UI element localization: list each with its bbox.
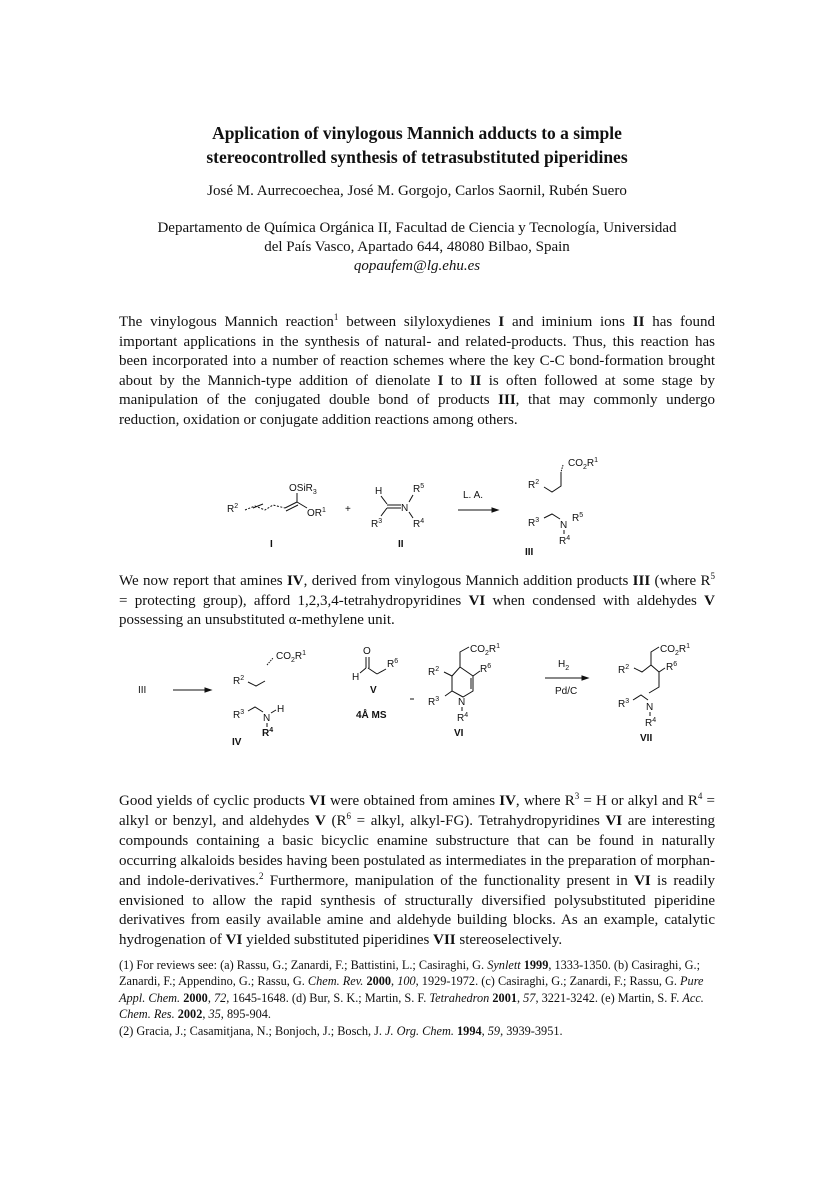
arrow-reagent: $H_2$ [558, 659, 570, 672]
chain [248, 681, 265, 686]
compound-label: VI [454, 728, 464, 739]
text: , 1929-1972. (c) Casiraghi, G.; Zanardi, F.; Rassu, G. [415, 974, 681, 989]
chain [544, 514, 560, 519]
affiliation [110, 219, 724, 276]
volume: 100 [397, 974, 416, 989]
text: We now report that amines [119, 573, 287, 589]
bond [473, 671, 480, 676]
plus-sign: + [345, 504, 351, 515]
r4-label: $R^4$ [262, 727, 274, 739]
text: , [481, 1023, 488, 1038]
text: = alkyl or benzyl, and aldehydes [119, 793, 716, 829]
co2r-label: $CO_2R^1$ [470, 643, 501, 657]
text: possessing an unsubstituted α-methylene unit. [119, 612, 395, 629]
reference-2 [119, 1023, 719, 1039]
compound-label: III [525, 547, 534, 558]
superscript: 4 [697, 791, 703, 801]
compound-ref: VI [634, 872, 651, 889]
r2-label: $R^2$ [233, 675, 245, 687]
compound-ref: VI [605, 812, 623, 829]
text: when condensed with aldehydes [485, 592, 705, 609]
bond [381, 496, 387, 504]
r3-label: $R^3$ [528, 517, 540, 529]
r4-label: $R^4$ [457, 712, 469, 724]
volume: 59 [487, 1023, 501, 1038]
affiliation-line-2: del País Vasco, Apartado 644, 48080 Bilbao, Spain [264, 239, 570, 255]
compound-ref: VI [225, 932, 243, 949]
n-label: N [458, 697, 466, 708]
text: (R [325, 812, 347, 829]
chain [544, 472, 561, 492]
h-label: H [375, 486, 383, 497]
text: , [391, 974, 398, 989]
text: (2) Gracia, J.; Casamitjana, N.; Bonjoch, J.; Bosch, J. [119, 1023, 386, 1038]
r2-label: $R^2$ [227, 503, 239, 515]
compound-label: I [270, 539, 273, 550]
r4-label: $R^4$ [559, 535, 571, 547]
reaction-scheme-2 [130, 635, 730, 775]
year: 2002 [177, 1007, 203, 1022]
title-line-1: Application of vinylogous Mannich adducts to a simple [212, 123, 622, 143]
r6-label: $R^6$ [480, 663, 492, 675]
chain [460, 647, 469, 667]
osir-label: OSiR$_3$ [289, 483, 317, 496]
footnote-ref-2[interactable]: 2 [259, 870, 264, 881]
volume: 57 [523, 990, 536, 1005]
co2r-label: $CO_2R^1$ [568, 457, 599, 471]
h-label: H [277, 704, 285, 715]
r2-label: $R^2$ [528, 479, 540, 491]
chain [633, 695, 648, 700]
co2r-label: $CO_2R^1$ [276, 650, 307, 664]
arrow-head [492, 508, 498, 512]
text: , [202, 1007, 209, 1022]
chain [634, 665, 651, 672]
text: were obtained from amines [325, 793, 500, 809]
text: , 3221-3242. (e) Martin, S. F. [535, 990, 683, 1005]
compound-ref: V [704, 592, 715, 609]
compound-VII [618, 643, 690, 744]
paper-title [0, 121, 834, 169]
r3-label: $R^3$ [428, 696, 440, 708]
author-list: José M. Aurrecoechea, José M. Gorgojo, Carlos Saornil, Rubén Suero [207, 183, 627, 199]
reference-1 [119, 957, 719, 1023]
r3-label: $R^3$ [618, 698, 630, 710]
compound-ref: III [498, 392, 516, 409]
n-label: N [560, 520, 568, 531]
footnote-ref-1[interactable]: 1 [333, 312, 339, 322]
r2-label: $R^2$ [428, 666, 440, 678]
text: and iminium ions [504, 314, 633, 330]
compound-ref: II [469, 372, 482, 389]
r2-label: $R^2$ [618, 664, 630, 676]
compound-ref: I [437, 372, 444, 389]
text: Furthermore, manipulation of the functionality present in [263, 872, 635, 889]
conditions-label: 4Å MS [356, 710, 387, 721]
bond [285, 502, 297, 508]
bond [377, 669, 386, 674]
bond [368, 668, 377, 674]
r4-label: $R^4$ [645, 717, 657, 729]
reaction-scheme-1 [215, 450, 615, 560]
r5-label: $R^5$ [413, 483, 425, 495]
arrow-catalyst: Pd/C [555, 686, 578, 697]
wavy-bond [267, 658, 273, 665]
paragraph-results [119, 792, 715, 951]
compound-II [371, 483, 424, 550]
compound-label: IV [232, 737, 242, 748]
compound-ref: VI [309, 793, 326, 809]
n-label: N [263, 713, 271, 724]
text: to [443, 372, 470, 389]
journal: Acc. Chem. Res. [119, 990, 704, 1022]
text: (where R [650, 573, 711, 589]
r5-label: $R^5$ [572, 512, 584, 524]
title-line-2: stereocontrolled synthesis of tetrasubstituted piperidines [206, 147, 628, 167]
text: yielded substituted piperidines [242, 932, 434, 949]
year: 2001 [492, 990, 517, 1005]
year: 2000 [183, 990, 208, 1005]
chain [248, 707, 263, 712]
r3-label: $R^3$ [371, 518, 383, 530]
superscript: 6 [346, 810, 352, 821]
author-email[interactable]: qopaufem@lg.ehu.es [353, 258, 481, 274]
text: , 1645-1648. (d) Bur, S. K.; Martin, S. F. [226, 990, 430, 1005]
chain [651, 665, 665, 672]
r6-label: $R^6$ [387, 658, 399, 670]
n-label: N [401, 503, 409, 514]
text: , that may commonly undergo reduction, oxidation or conjugate addition reactions among others. [119, 392, 715, 428]
text: stereoselectively. [455, 932, 563, 949]
first-arrow [173, 688, 211, 692]
paragraph-report [119, 572, 715, 631]
compound-IV [232, 650, 306, 748]
bond [360, 668, 366, 673]
compound-ref: II [632, 314, 645, 330]
compound-ref: III [632, 573, 651, 589]
ring [452, 667, 473, 697]
journal: Chem. Rev. [307, 974, 364, 989]
text: = H or alkyl and R [579, 793, 698, 809]
text: , [207, 990, 214, 1005]
paragraph-intro [119, 313, 715, 431]
compound-I [227, 483, 326, 550]
bond [445, 691, 452, 696]
co2r-label: $CO_2R^1$ [660, 643, 691, 657]
affiliation-line-1: Departamento de Química Orgánica II, Facultad de Ciencia y Tecnología, Universidad [157, 220, 677, 236]
compound-ref: I [498, 314, 505, 330]
compound-ref: VII [433, 932, 456, 949]
chain [649, 672, 659, 693]
wavy-bond [561, 465, 563, 472]
volume: 72 [213, 990, 227, 1005]
text: has found important applications in the synthesis of natural- and related-products. Thus, this reaction has been incorporated into a number of reaction schemes where the key C-C bond-formation brought about by the Mannich-type addition of dienolate [119, 314, 715, 389]
arrow-condition: L. A. [463, 490, 484, 501]
compound-label: V [370, 685, 377, 696]
double-bond [286, 505, 298, 511]
year: 1994 [457, 1023, 482, 1038]
r6-label: $R^6$ [666, 661, 678, 673]
arrow-head [582, 676, 588, 680]
reaction-arrow [458, 490, 498, 512]
diene-chain [245, 505, 285, 510]
journal: Pure Appl. Chem. [119, 974, 704, 1005]
bond [409, 512, 413, 518]
text: , 895-904. [220, 1007, 272, 1022]
references [119, 957, 719, 1039]
text: = alkyl, alkyl-FG). Tetrahydropyridines [351, 812, 606, 829]
bond [297, 502, 307, 508]
compound-label: II [398, 539, 404, 550]
compound-ref: IV [499, 793, 516, 809]
text: , [516, 990, 524, 1005]
text: between silyloxydienes [338, 314, 499, 330]
or-label: $OR^1$ [307, 507, 326, 519]
bond [409, 495, 413, 502]
text: , 1333-1350. (b) Casiraghi, G.; Zanardi, F.; Appendino, G.; Rassu, G. [119, 958, 700, 989]
r4-label: $R^4$ [413, 518, 425, 530]
arrow-head [205, 688, 211, 692]
bond [381, 508, 387, 516]
text: Good yields of cyclic products [119, 793, 310, 809]
compound-ref: VI [468, 592, 486, 609]
compound-V [352, 646, 414, 721]
journal: Tetrahedron [429, 990, 490, 1005]
compound-ref: IV [286, 573, 304, 589]
text: is readily envisioned to allow the rapid synthesis of structurally diversified polysubstituted piperidine derivatives from easily available amine and aldehyde building blocks. As an example, catalytic hydrogenation of [119, 872, 715, 949]
start-compound-label: III [138, 685, 147, 696]
compound-label: VII [640, 733, 653, 744]
text: are interesting compounds containing a basic bicyclic enamine substructure that can be found in naturally occurring alkaloids besides having been postulated as intermediates in the preparation of morphan- and indole-derivatives. [119, 812, 716, 889]
compound-ref: V [315, 812, 326, 829]
text: The vinylogous Mannich reaction [119, 314, 334, 330]
hydrogenation-arrow [545, 659, 588, 697]
volume: 35 [208, 1007, 221, 1022]
text: , where R [515, 793, 575, 809]
text: , 3939-3951. [500, 1023, 563, 1038]
n-label: N [646, 702, 654, 713]
chain [651, 647, 659, 665]
compound-III [525, 457, 598, 558]
compound-VI [428, 643, 500, 739]
superscript: 5 [710, 571, 716, 581]
bond [271, 710, 276, 713]
text: is often followed at some stage by manipulation of the conjugated double bond of products [119, 372, 715, 409]
year: 1999 [523, 958, 549, 972]
text: (1) For reviews see: (a) Rassu, G.; Zanardi, F.; Battistini, L.; Casiraghi, G. [119, 958, 488, 972]
superscript: 3 [574, 791, 580, 801]
text: = protecting group), afford 1,2,3,4-tetrahydropyridines [119, 592, 469, 609]
journal: Synlett [487, 958, 521, 972]
year: 2000 [366, 974, 392, 989]
text: , derived from vinylogous Mannich addition products [303, 573, 633, 589]
journal: J. Org. Chem. [385, 1023, 454, 1038]
r3-label: $R^3$ [233, 709, 245, 721]
h-label: H [352, 672, 360, 683]
bond [444, 672, 452, 676]
o-label: O [363, 646, 371, 657]
